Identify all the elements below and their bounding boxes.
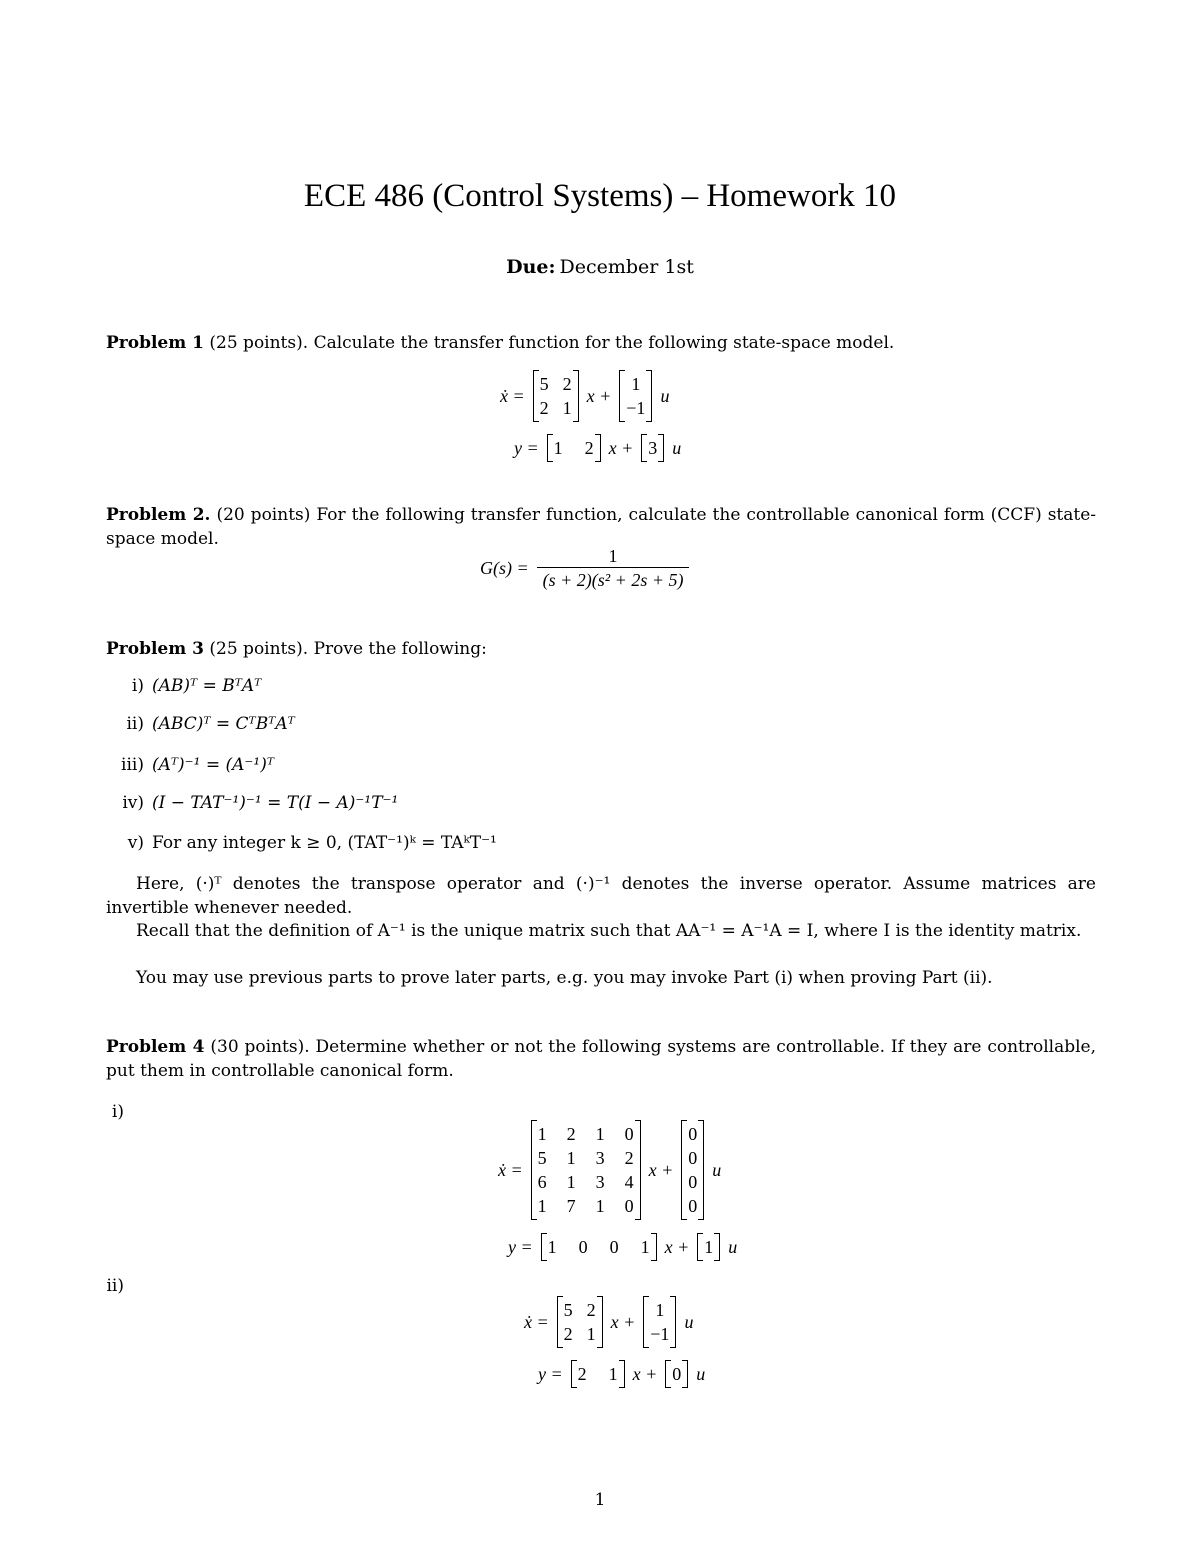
matrix-entry: 1 <box>566 1148 576 1168</box>
matrix-entry: 6 <box>537 1172 547 1192</box>
matrix-entry: 2 <box>577 1364 587 1384</box>
problem-4-ii-state-equation: ẋ = 5 2 2 1 x + 1 −1 u <box>524 1296 693 1348</box>
matrix-entry: 1 <box>595 1124 605 1144</box>
matrix-A <box>531 1120 641 1220</box>
matrix-D <box>697 1233 720 1261</box>
problem-3-item-iv: iv) (I − TAT⁻¹)⁻¹ = T(I − A)⁻¹T⁻¹ <box>122 793 399 813</box>
matrix-entry: 5 <box>537 1148 547 1168</box>
matrix-entry: 1 <box>704 1237 714 1257</box>
matrix-entry: 0 <box>609 1237 619 1257</box>
matrix-entry: 1 <box>640 1237 650 1257</box>
matrix-entry: 1 <box>566 1172 576 1192</box>
matrix-D <box>665 1360 688 1388</box>
problem-4-i-state-equation: ẋ = 1 2 1 0 5 1 3 2 6 1 3 4 1 7 1 0 x + 0 0 0 0 u <box>498 1120 721 1220</box>
matrix-entry: 0 <box>688 1148 698 1168</box>
matrix-entry: 1 <box>562 398 572 418</box>
matrix-entry: 1 <box>631 374 641 394</box>
problem-2-transfer-function: G(s) = $\frac{1}{\text{(s + 2)(s² + 2s + 5)}}$ <box>480 546 689 591</box>
problem-3-item-iii: iii) (Aᵀ)⁻¹ = (A⁻¹)ᵀ <box>121 755 274 775</box>
matrix-entry: 0 <box>624 1124 634 1144</box>
matrix-A <box>557 1296 603 1348</box>
matrix-entry: −1 <box>626 398 646 418</box>
problem-4-ii-output-equation: y = 2 1 x + 0 u <box>538 1360 705 1388</box>
matrix-entry: 1 <box>655 1300 665 1320</box>
matrix-entry: 3 <box>595 1148 605 1168</box>
problem-4-sublabel-ii: ii) <box>106 1276 124 1296</box>
matrix-entry: 2 <box>586 1300 596 1320</box>
problem-2-statement: Problem 2. (20 points) For the following transfer function, calculate the controllable canonical form (CCF) state-space model. <box>106 505 1097 549</box>
matrix-entry: 1 <box>586 1324 596 1344</box>
matrix-C <box>541 1233 657 1261</box>
page-title: ECE 486 (Control Systems) – Homework 10 <box>303 178 897 214</box>
matrix-C <box>547 434 601 462</box>
problem-4-i-output-equation: y = 1 0 0 1 x + 1 u <box>508 1233 737 1261</box>
matrix-B <box>619 370 652 422</box>
matrix-B <box>643 1296 676 1348</box>
problem-3-item-v: v) For any integer k ≥ 0, (TAT⁻¹)ᵏ = TAᵏT⁻¹ <box>127 833 497 853</box>
problem-3-item-ii: ii) (ABC)ᵀ = CᵀBᵀAᵀ <box>126 714 295 734</box>
matrix-A <box>533 370 579 422</box>
matrix-entry: 2 <box>566 1124 576 1144</box>
matrix-entry: 2 <box>624 1148 634 1168</box>
problem-4-statement: Problem 4 (30 points). Determine whether or not the following systems are controllable. If they are controllable, put them in controllable canonical form. <box>106 1037 1097 1081</box>
matrix-entry: 0 <box>672 1364 682 1384</box>
matrix-C <box>571 1360 625 1388</box>
matrix-entry: 1 <box>547 1237 557 1257</box>
matrix-entry: 0 <box>688 1172 698 1192</box>
problem-3-statement: Problem 3 (25 points). Prove the following: <box>106 639 487 659</box>
problem-4-sublabel-i: i) <box>111 1102 124 1122</box>
matrix-B <box>681 1120 704 1220</box>
problem-3-item-i: i) (AB)ᵀ = BᵀAᵀ <box>131 676 262 696</box>
problem-3-note-operators: Here, (·)ᵀ denotes the transpose operator and (·)⁻¹ denotes the inverse operator. Assume matrices are invertible whenever needed. <box>106 874 1096 918</box>
matrix-entry: 0 <box>624 1196 634 1216</box>
matrix-entry: 0 <box>578 1237 588 1257</box>
matrix-entry: 3 <box>595 1172 605 1192</box>
problem-1-output-equation: y = 1 2 x + 3 u <box>514 434 681 462</box>
matrix-entry: 0 <box>688 1196 698 1216</box>
matrix-entry: 4 <box>624 1172 634 1192</box>
matrix-entry: 3 <box>648 438 658 458</box>
matrix-entry: 7 <box>566 1196 576 1216</box>
matrix-entry: 1 <box>537 1124 547 1144</box>
matrix-entry: 5 <box>539 374 549 394</box>
matrix-entry: 1 <box>537 1196 547 1216</box>
matrix-entry: 5 <box>563 1300 573 1320</box>
problem-1-statement: Problem 1 (25 points). Calculate the transfer function for the following state-space model. <box>106 333 895 353</box>
matrix-entry: 1 <box>608 1364 618 1384</box>
matrix-entry: 2 <box>562 374 572 394</box>
matrix-entry: 1 <box>553 438 563 458</box>
matrix-entry: 2 <box>584 438 594 458</box>
problem-1-state-equation: ẋ = 5 2 2 1 x + 1 −1 u <box>500 370 669 422</box>
problem-3-note-inverse: Recall that the definition of A⁻¹ is the unique matrix such that AA⁻¹ = A⁻¹A = I, where I is the identity matrix. <box>136 921 1082 941</box>
matrix-entry: 2 <box>563 1324 573 1344</box>
matrix-D <box>641 434 664 462</box>
matrix-entry: 2 <box>539 398 549 418</box>
matrix-entry: 0 <box>688 1124 698 1144</box>
page-number: 1 <box>594 1490 606 1510</box>
problem-3-note-previous-parts: You may use previous parts to prove later parts, e.g. you may invoke Part (i) when proving Part (ii). <box>136 968 993 988</box>
matrix-entry: 1 <box>595 1196 605 1216</box>
matrix-entry: −1 <box>650 1324 670 1344</box>
due-date: Due: December 1st <box>506 256 694 278</box>
